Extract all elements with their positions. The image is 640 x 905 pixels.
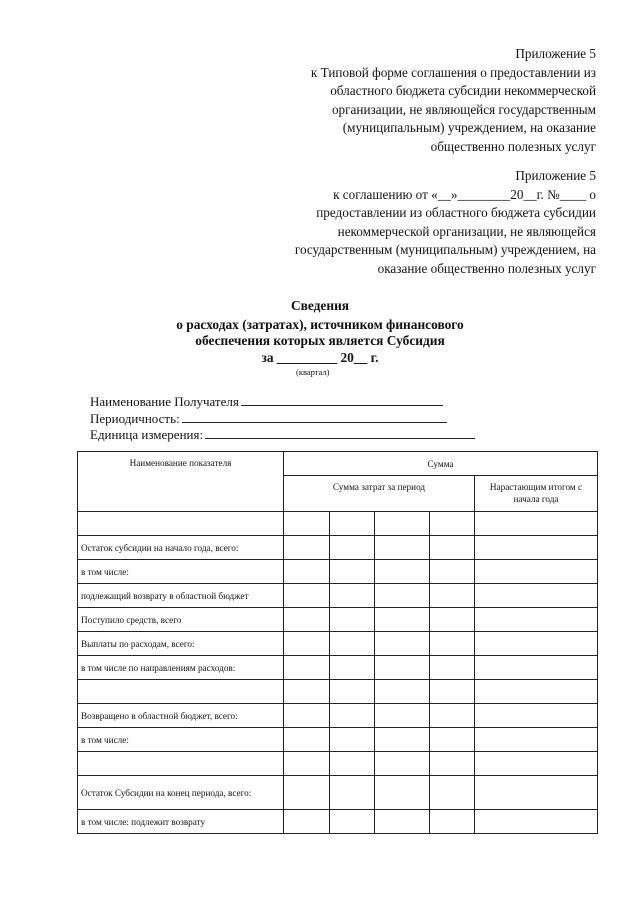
table-row (78, 776, 598, 810)
table-row (78, 752, 598, 776)
table-cell[interactable] (475, 512, 598, 536)
title-line: о расходах (затратах), источником финансового (176, 317, 464, 332)
appendix-header-2 (295, 167, 596, 278)
table-cell[interactable] (330, 584, 375, 608)
table-cell[interactable] (375, 656, 430, 680)
table-cell[interactable] (330, 632, 375, 656)
table-row (78, 560, 598, 584)
table-row (78, 584, 598, 608)
appendix-2-line: оказание общественно полезных услуг (377, 260, 596, 276)
recipient-field (90, 393, 475, 410)
table-row (78, 656, 598, 680)
table-cell[interactable] (375, 584, 430, 608)
appendix-1-line: общественно полезных услуг (430, 138, 596, 154)
table-cell[interactable] (375, 752, 430, 776)
table-cell[interactable] (375, 704, 430, 728)
table-cell[interactable] (430, 608, 475, 632)
period-note: (квартал) (296, 367, 330, 377)
periodicity-blank[interactable] (182, 410, 447, 423)
appendix-2-line: Приложение 5 (515, 168, 596, 183)
table-row (78, 810, 598, 834)
table-cell[interactable] (375, 728, 430, 752)
table-row (78, 704, 598, 728)
table-cell[interactable] (430, 752, 475, 776)
table-cell[interactable] (475, 608, 598, 632)
table-row (78, 512, 598, 536)
expense-report-table (77, 451, 598, 834)
table-cell[interactable] (375, 560, 430, 584)
periodicity-label: Периодичность: (90, 410, 180, 426)
appendix-1-line: областного бюджета субсидии некоммерческой (330, 83, 596, 98)
table-cell[interactable] (430, 512, 475, 536)
table-row (78, 632, 598, 656)
appendix-header-1 (311, 45, 596, 156)
row-label: Остаток Субсидии на конец периода, всего: (78, 776, 284, 810)
row-label: подлежащий возврату в областной бюджет (78, 584, 284, 608)
table-cell[interactable] (430, 584, 475, 608)
table-cell[interactable] (430, 704, 475, 728)
table-cell[interactable] (284, 656, 330, 680)
table-cell[interactable] (475, 810, 598, 834)
table-cell[interactable] (430, 632, 475, 656)
table-cell[interactable] (375, 608, 430, 632)
table-cell[interactable] (475, 536, 598, 560)
appendix-1-line: к Типовой форме соглашения о предоставлении из (310, 64, 596, 80)
table-cell[interactable] (375, 536, 430, 560)
table-row (78, 536, 598, 560)
row-label: Поступило средств, всего (78, 608, 284, 632)
table-cell[interactable] (284, 608, 330, 632)
table-cell[interactable] (475, 704, 598, 728)
table-cell[interactable] (375, 632, 430, 656)
table-cell[interactable] (284, 704, 330, 728)
table-cell[interactable] (330, 752, 375, 776)
table-cell[interactable] (330, 536, 375, 560)
title-line: обеспечения которых является Субсидия (195, 333, 445, 348)
period-expenses-header: Сумма затрат за период (284, 476, 475, 512)
table-cell[interactable] (330, 810, 375, 834)
table-cell[interactable] (330, 680, 375, 704)
periodicity-field (90, 410, 475, 427)
table-cell[interactable] (284, 776, 330, 810)
row-label (78, 680, 284, 704)
table-cell[interactable] (284, 632, 330, 656)
table-cell[interactable] (430, 536, 475, 560)
appendix-2-line: предоставлении из областного бюджета субсидии (316, 205, 596, 220)
table-cell[interactable] (375, 512, 430, 536)
table-cell[interactable] (284, 810, 330, 834)
title-period-line: за _________ 20__ г. (261, 350, 379, 365)
row-label: в том числе: подлежит возврату (78, 810, 284, 834)
recipient-label: Наименование Получателя (90, 394, 239, 409)
table-cell[interactable] (330, 656, 375, 680)
unit-field (90, 426, 475, 443)
title-line: Сведения (290, 298, 350, 313)
table-cell[interactable] (430, 680, 475, 704)
table-cell[interactable] (475, 728, 598, 752)
table-cell[interactable] (330, 560, 375, 584)
table-cell[interactable] (330, 776, 375, 810)
row-label: в том числе по направлениям расходов: (78, 656, 284, 680)
unit-label: Единица измерения: (90, 427, 204, 442)
table-cell[interactable] (284, 560, 330, 584)
table-row (78, 728, 598, 752)
table-cell[interactable] (284, 512, 330, 536)
appendix-1-line: Приложение 5 (515, 46, 596, 61)
table-cell[interactable] (475, 656, 598, 680)
table-cell[interactable] (430, 810, 475, 834)
row-label: Возвращено в областной бюджет, всего: (78, 704, 284, 728)
table-cell[interactable] (330, 608, 375, 632)
table-cell[interactable] (284, 680, 330, 704)
table-cell[interactable] (330, 728, 375, 752)
table-cell[interactable] (475, 680, 598, 704)
row-label (78, 512, 284, 536)
table-cell[interactable] (430, 728, 475, 752)
unit-blank[interactable] (205, 426, 475, 439)
cumulative-header: Нарастающим итогом с начала года (475, 476, 598, 512)
table-cell[interactable] (375, 810, 430, 834)
row-label: в том числе: (78, 728, 284, 752)
row-label: Остаток субсидии на начало года, всего: (78, 536, 284, 560)
recipient-blank[interactable] (241, 393, 443, 406)
row-label: в том числе: (78, 560, 284, 584)
table-cell[interactable] (330, 704, 375, 728)
appendix-1-line: (муниципальным) учреждением, на оказание (342, 120, 596, 135)
table-cell[interactable] (475, 584, 598, 608)
table-cell[interactable] (475, 752, 598, 776)
table-cell[interactable] (475, 632, 598, 656)
table-cell[interactable] (475, 776, 598, 810)
table-cell[interactable] (430, 656, 475, 680)
table-row (78, 680, 598, 704)
table-cell[interactable] (475, 560, 598, 584)
table-header-row (78, 452, 598, 476)
table-cell[interactable] (284, 536, 330, 560)
table-cell[interactable] (284, 752, 330, 776)
sum-header: Сумма (284, 452, 598, 476)
recipient-fields (90, 393, 475, 443)
row-label: Выплаты по расходам, всего: (78, 632, 284, 656)
indicator-header: Наименование показателя (78, 452, 284, 512)
row-label (78, 752, 284, 776)
table-cell[interactable] (430, 560, 475, 584)
appendix-1-line: организации, не являющейся государственным (331, 101, 596, 117)
table-row (78, 608, 598, 632)
table-cell[interactable] (284, 728, 330, 752)
table-cell[interactable] (284, 584, 330, 608)
appendix-2-line: к соглашению от «__»________20__г. №____ о (333, 186, 596, 202)
table-cell[interactable] (375, 680, 430, 704)
table-cell[interactable] (430, 776, 475, 810)
table-cell[interactable] (375, 776, 430, 810)
table-cell[interactable] (330, 512, 375, 536)
appendix-2-line: государственным (муниципальным) учреждением, на (294, 242, 596, 257)
appendix-2-line: некоммерческой организации, не являющейся (337, 223, 596, 239)
